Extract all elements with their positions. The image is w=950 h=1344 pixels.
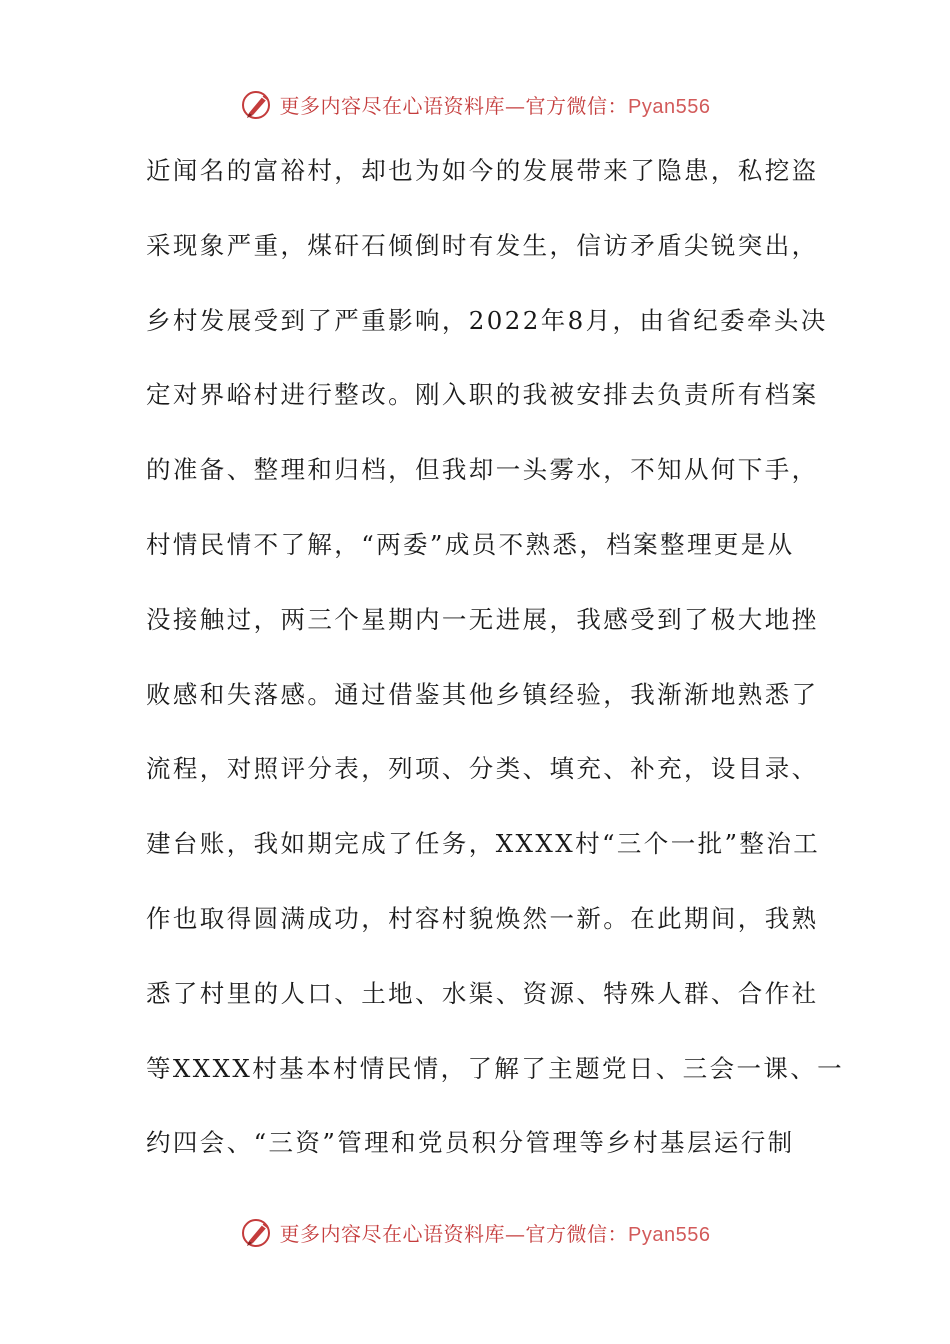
- footer-wechat-label: 官方微信：: [525, 1221, 629, 1246]
- header-dash: —: [505, 93, 526, 118]
- footer-brand: 更多内容尽在心语资料库: [279, 1221, 506, 1246]
- body-line: 悉了村里的人口、土地、水渠、资源、特殊人群、合作社: [146, 978, 819, 1008]
- body-line: 没接触过，两三个星期内一无进展，我感受到了极大地挫: [146, 604, 819, 634]
- body-line: 等XXXX村基本村情民情，了解了主题党日、三会一课、一: [146, 1053, 845, 1083]
- footer-dash: —: [505, 1221, 526, 1246]
- body-line: 的准备、整理和归档，但我却一头雾水，不知从何下手，: [146, 455, 819, 485]
- body-line: 建台账，我如期完成了任务，XXXX村“三个一批”整治工: [146, 829, 821, 859]
- body-line: 约四会、“三资”管理和党员积分管理等乡村基层运行制: [146, 1128, 795, 1158]
- header-banner-text: [280, 90, 711, 119]
- pen-circle-logo-icon: [240, 1215, 274, 1249]
- footer-wechat-id: Pyan556: [628, 1223, 711, 1246]
- body-line: 败感和失落感。通过借鉴其他乡镇经验，我渐渐地熟悉了: [146, 679, 819, 709]
- footer-banner-text: [280, 1218, 711, 1247]
- document-body: [146, 146, 845, 1193]
- header-wechat-id: Pyan556: [628, 95, 711, 118]
- header-wechat-label: 官方微信：: [525, 93, 629, 118]
- header-banner: [0, 84, 950, 124]
- body-line: 流程，对照评分表，列项、分类、填充、补充，设目录、: [146, 754, 819, 784]
- body-line: 定对界峪村进行整改。刚入职的我被安排去负责所有档案: [146, 380, 819, 410]
- body-line: 作也取得圆满成功，村容村貌焕然一新。在此期间，我熟: [146, 903, 819, 933]
- pen-circle-logo-icon: [240, 87, 274, 121]
- footer-banner: [0, 1212, 950, 1252]
- header-brand: 更多内容尽在心语资料库: [279, 93, 506, 118]
- body-line: 村情民情不了解，“两委”成员不熟悉，档案整理更是从: [146, 529, 795, 559]
- body-line: 乡村发展受到了严重影响，2022年8月，由省纪委牵头决: [146, 305, 828, 335]
- body-line: 采现象严重，煤矸石倾倒时有发生，信访矛盾尖锐突出，: [146, 230, 819, 260]
- body-line: 近闻名的富裕村，却也为如今的发展带来了隐患，私挖盗: [146, 156, 819, 185]
